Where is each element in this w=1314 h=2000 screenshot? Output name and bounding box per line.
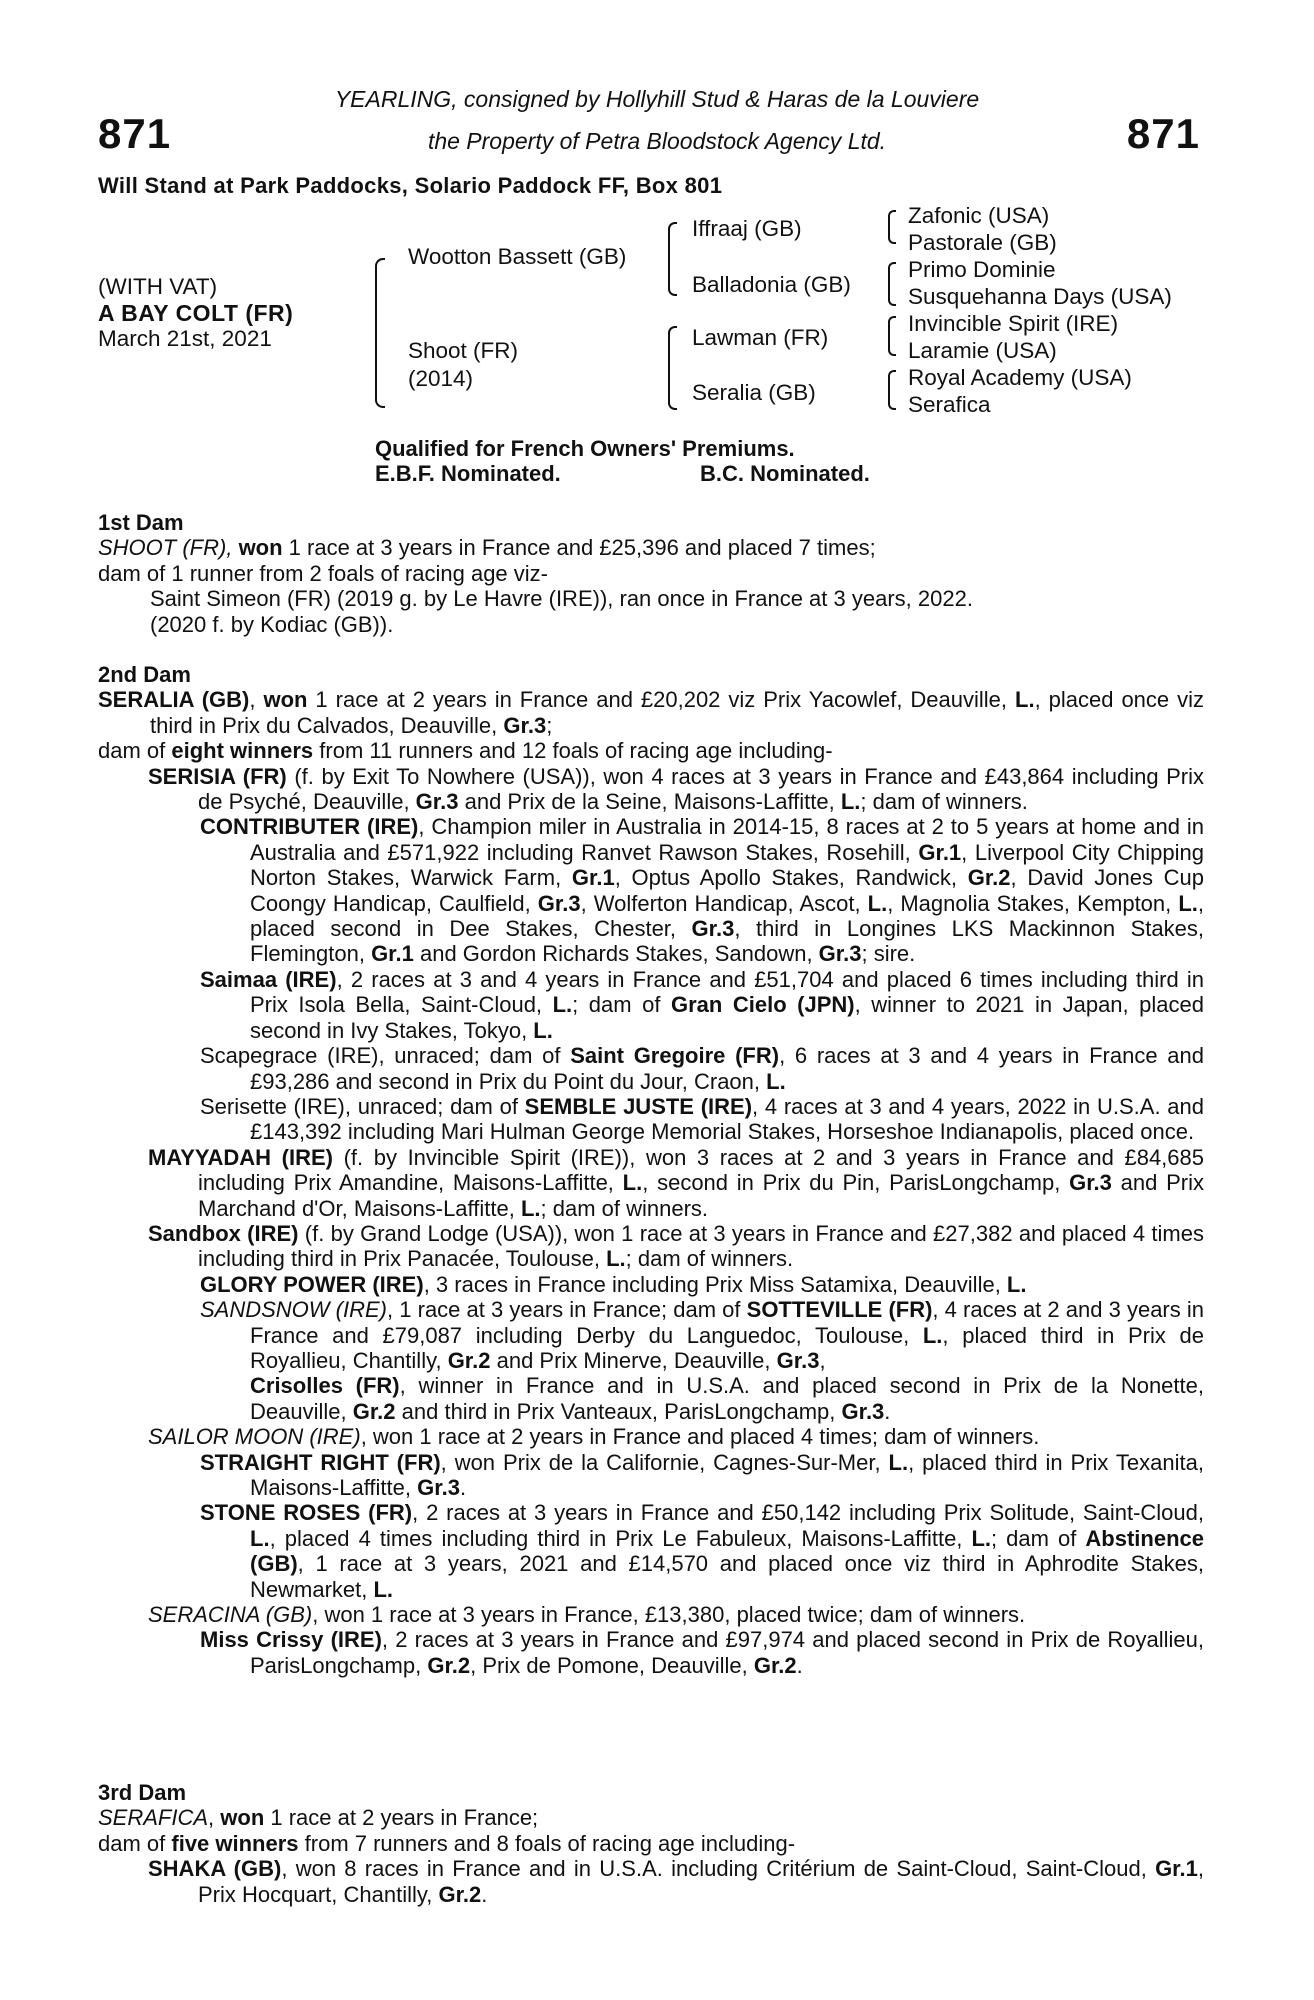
produce-scapegrace — [98, 1043, 1204, 1094]
grade: Gr.3 — [503, 712, 547, 738]
grade: Gr.1 — [1155, 1856, 1198, 1882]
horse-name: SOTTEVILLE (FR) — [746, 1297, 933, 1323]
won-label: won — [263, 687, 308, 713]
grade: L. — [1015, 687, 1035, 713]
text: , placed once viz third in Prix du Calvados, Deauville, — [150, 687, 1205, 738]
text: 1 race at 2 years in France; — [264, 1805, 539, 1831]
text: and Prix Minerve, Deauville, — [490, 1347, 777, 1373]
horse-name: A BAY COLT (FR) — [98, 300, 294, 326]
pedigree-brace-main — [375, 258, 385, 408]
first-dam-record — [98, 535, 1204, 560]
dam-name: SERAFICA — [98, 1805, 209, 1831]
third-dam-record — [98, 1805, 1204, 1830]
text: , third in Longines LKS Mackinnon Stakes, Flemington, — [250, 916, 1204, 967]
text: ; dam of winners. — [540, 1195, 709, 1221]
property-line: the Property of Petra Bloodstock Agency Ltd. — [427, 128, 887, 154]
grade: Gr.3 — [691, 916, 735, 942]
text: , won 8 races in France and in U.S.A. including Critérium de Saint-Cloud, Saint-Cloud, — [281, 1856, 1156, 1882]
text: , won 1 race at 3 years in France, £13,380, placed twice; dam of winners. — [312, 1602, 1026, 1628]
produce-crisolles — [98, 1373, 1204, 1424]
produce-shaka — [98, 1856, 1204, 1907]
horse-name: Gran Cielo (JPN) — [670, 992, 855, 1018]
text: (f. by Grand Lodge (USA)), won 1 race at 3 years in France and £27,382 and placed 4 times including third in Prix Panacée, Toulouse, — [198, 1220, 1204, 1272]
text: 1 race at 3 years in France and £25,396 and placed 7 times; — [282, 535, 876, 561]
horse-name: CONTRIBUTER (IRE) — [200, 814, 419, 840]
text: ; dam of — [991, 1525, 1086, 1551]
horse-name: SAILOR MOON (IRE) — [148, 1424, 361, 1450]
second-dam-heading: 2nd Dam — [98, 662, 191, 687]
dam-name: SERALIA (GB) — [98, 687, 250, 713]
text: 1 race at 2 years in France and £20,202 viz Prix Yacowlef, Deauville, — [307, 687, 1015, 713]
text: , winner to 2021 in Japan, placed second in Ivy Stakes, Tokyo, — [250, 992, 1205, 1043]
text: , second in Prix du Pin, ParisLongchamp, — [642, 1170, 1070, 1196]
grade: L. — [840, 789, 861, 815]
third-dam-heading: 3rd Dam — [98, 1780, 187, 1805]
horse-name: Crisolles (FR) — [250, 1373, 400, 1399]
text: from 7 runners and 8 foals of racing age including- — [298, 1830, 796, 1856]
first-dam-section — [98, 510, 1204, 637]
pedigree-brace-ss — [888, 210, 896, 244]
text: , 2 races at 3 years in France and £50,142 including Prix Solitude, Saint-Cloud, — [412, 1500, 1204, 1526]
text: dam of — [98, 738, 172, 764]
grade: Gr.1 — [371, 941, 414, 967]
winners-count: eight winners — [171, 738, 314, 764]
produce-item: Saint Simeon (FR) (2019 g. by Le Havre (IRE)), ran once in France at 3 years, 2022. — [150, 586, 973, 612]
horse-name: SEMBLE JUSTE (IRE) — [524, 1093, 753, 1119]
grade: Gr.3 — [776, 1347, 820, 1373]
text: . — [796, 1652, 803, 1678]
grade: L. — [971, 1525, 992, 1551]
horse-name: STONE ROSES (FR) — [200, 1500, 413, 1526]
produce-stone-roses — [98, 1500, 1204, 1602]
text: , winner in France and in U.S.A. and placed second in Prix de la Nonette, Deauville, — [250, 1373, 1204, 1424]
text: , Prix de Pomone, Deauville, — [470, 1652, 754, 1678]
horse-name: Saimaa (IRE) — [200, 966, 337, 992]
grade: Gr.3 — [1069, 1170, 1112, 1196]
text: . — [884, 1398, 891, 1424]
third-dam-produce-summary — [98, 1831, 1204, 1856]
text: Serisette (IRE), unraced; dam of — [200, 1093, 525, 1119]
grade: L. — [606, 1246, 626, 1272]
grade: L. — [888, 1449, 909, 1475]
sire-sire-dam: Pastorale (GB) — [908, 230, 1057, 255]
text: ; — [546, 712, 553, 738]
produce-sandsnow — [98, 1297, 1204, 1373]
lot-number-left: 871 — [98, 110, 172, 157]
horse-dob: March 21st, 2021 — [98, 326, 272, 351]
grade: Gr.3 — [537, 890, 581, 916]
produce-sandbox — [98, 1221, 1204, 1272]
produce-miss-crissy — [98, 1627, 1204, 1678]
pedigree-brace-sd — [888, 262, 896, 306]
horse-name: MAYYADAH (IRE) — [148, 1144, 333, 1170]
won-label: won — [220, 1805, 265, 1831]
horse-name: SHAKA (GB) — [148, 1856, 282, 1882]
grade: Gr.2 — [352, 1398, 396, 1424]
horse-name: Sandbox (IRE) — [148, 1220, 299, 1246]
ebf-nominated: E.B.F. Nominated. — [375, 461, 561, 486]
produce-serisette — [98, 1094, 1204, 1145]
horse-name: Miss Crissy (IRE) — [200, 1627, 382, 1653]
grade: L. — [622, 1170, 643, 1196]
text: , 2 races at 3 years in France and £97,974 and placed second in Prix de Royallieu, ParisLongchamp, — [250, 1627, 1204, 1678]
grade: Gr.2 — [438, 1881, 482, 1907]
text: ; sire. — [861, 941, 916, 967]
text: , Liverpool City Chipping Norton Stakes, Warwick Farm, — [250, 839, 1204, 891]
second-dam-record — [98, 687, 1204, 738]
bc-nominated: B.C. Nominated. — [700, 461, 870, 486]
grade: Gr.3 — [417, 1475, 460, 1500]
dam: Shoot (FR) — [408, 338, 519, 363]
grade: L. — [1006, 1271, 1027, 1297]
grade: L. — [867, 890, 888, 916]
first-dam-heading: 1st Dam — [98, 510, 184, 535]
produce-seracina — [98, 1602, 1204, 1627]
grade: L. — [922, 1322, 943, 1348]
winners-count: five winners — [171, 1830, 299, 1856]
sire-dam-sire: Primo Dominie — [908, 257, 1056, 282]
text: and Prix de la Seine, Maisons-Laffitte, — [458, 789, 841, 815]
grade: Gr.3 — [415, 789, 459, 815]
grade: L. — [552, 992, 573, 1018]
grade: Gr.1 — [918, 839, 962, 865]
text: , placed second in Dee Stakes, Chester, — [250, 890, 1204, 942]
text: , — [208, 1805, 221, 1831]
grade: L. — [533, 1017, 553, 1043]
second-dam-section — [98, 662, 1204, 1678]
dam-dam-dam: Serafica — [908, 392, 991, 417]
produce-glory-power — [98, 1272, 1204, 1297]
pedigree-brace-dam — [668, 326, 677, 410]
horse-name: Saint Gregoire (FR) — [570, 1043, 780, 1069]
dam-dam: Seralia (GB) — [692, 380, 816, 405]
dam-sire-sire: Invincible Spirit (IRE) — [908, 311, 1119, 336]
grade: Gr.2 — [447, 1347, 491, 1373]
text: ; dam of winners. — [625, 1246, 794, 1272]
horse-name: Abstinence (GB) — [250, 1525, 1204, 1577]
grade: Gr.2 — [967, 865, 1011, 891]
text: , David Jones Cup Coongy Handicap, Caulfield, — [250, 865, 1205, 916]
dam-name: SHOOT (FR), — [98, 535, 233, 561]
text: and Gordon Richards Stakes, Sandown, — [413, 941, 819, 967]
text: , 4 races at 2 and 3 years in France and £79,087 including Derby du Languedoc, Toulouse, — [250, 1297, 1205, 1348]
second-dam-produce-summary — [98, 738, 1204, 763]
grade: L. — [1178, 890, 1198, 916]
text: , Prix Hocquart, Chantilly, — [198, 1856, 1204, 1907]
produce-item: (2020 f. by Kodiac (GB)). — [150, 611, 394, 637]
sire: Wootton Bassett (GB) — [408, 244, 627, 269]
horse-name: STRAIGHT RIGHT (FR) — [200, 1449, 441, 1475]
text: (f. by Exit To Nowhere (USA)), won 4 races at 3 years in France and £43,864 including Prix de Psyché, Deauville, — [198, 763, 1205, 815]
pedigree-brace-sire — [668, 222, 677, 296]
dam-dam-sire: Royal Academy (USA) — [908, 365, 1132, 390]
text: (f. by Invincible Spirit (IRE)), won 3 races at 2 and 3 years in France and £84,685 including Prix Amandine, Maisons-Laffitte, — [198, 1144, 1204, 1196]
text: , placed 4 times including third in Prix Le Fabuleux, Maisons-Laffitte, — [269, 1525, 972, 1551]
text: , 2 races at 3 and 4 years in France and £51,704 and placed 6 times including third in Prix Isola Bella, Saint-Cloud, — [250, 966, 1205, 1018]
third-dam-section — [98, 1780, 1204, 1907]
pedigree-brace-ds — [888, 316, 896, 356]
text: , placed third in Prix Texanita, Maisons-Laffitte, — [250, 1449, 1204, 1500]
first-dam-produce-summary: dam of 1 runner from 2 foals of racing age viz- — [98, 560, 548, 586]
french-premiums: Qualified for French Owners' Premiums. — [375, 436, 795, 461]
grade: L. — [766, 1068, 786, 1094]
text: , 1 race at 3 years in France; dam of — [387, 1297, 747, 1323]
text: ; dam of winners. — [860, 789, 1028, 815]
text: , 3 races in France including Prix Miss Satamixa, Deauville, — [423, 1271, 1007, 1297]
grade: Gr.3 — [818, 941, 862, 967]
text: and third in Prix Vanteaux, ParisLongchamp, — [395, 1398, 842, 1424]
text: , Wolferton Handicap, Ascot, — [580, 890, 868, 916]
text: , 1 race at 3 years, 2021 and £14,570 and placed once viz third in Aphrodite Stakes, Newmarket, — [250, 1551, 1204, 1602]
sire-sire: Iffraaj (GB) — [692, 216, 802, 241]
sire-dam-dam: Susquehanna Days (USA) — [908, 284, 1172, 309]
consignor-line: YEARLING, consigned by Hollyhill Stud & Haras de la Louviere — [334, 86, 980, 112]
produce-contributer — [98, 814, 1204, 966]
dam-sire-dam: Laramie (USA) — [908, 338, 1057, 363]
text: from 11 runners and 12 foals of racing age including- — [313, 738, 833, 764]
sire-dam: Balladonia (GB) — [692, 272, 851, 297]
produce-straight-right — [98, 1450, 1204, 1501]
horse-name: SANDSNOW (IRE) — [200, 1297, 388, 1323]
text: dam of — [98, 1830, 172, 1856]
text: Scapegrace (IRE), unraced; dam of — [200, 1043, 571, 1069]
grade: L. — [250, 1525, 270, 1551]
produce-mayyadah — [98, 1145, 1204, 1221]
text: and Prix Marchand d'Or, Maisons-Laffitte, — [198, 1170, 1204, 1221]
text: , placed third in Prix de Royallieu, Chantilly, — [250, 1322, 1205, 1373]
text: , 4 races at 3 and 4 years, 2022 in U.S.A. and £143,392 including Mari Hulman George Memorial Stakes, Horseshoe Indianapolis, placed once. — [250, 1093, 1205, 1145]
dam-year: (2014) — [408, 366, 474, 391]
text: , won Prix de la Californie, Cagnes-Sur-Mer, — [440, 1449, 889, 1475]
produce-saimaa — [98, 967, 1204, 1043]
text: , — [249, 687, 264, 713]
lot-number-right: 871 — [1126, 110, 1200, 157]
dam-sire: Lawman (FR) — [692, 325, 829, 350]
vat-note: (WITH VAT) — [98, 274, 218, 299]
text: . — [459, 1475, 467, 1500]
sire-sire-sire: Zafonic (USA) — [908, 203, 1050, 228]
won-label: won — [238, 535, 283, 561]
grade: L. — [520, 1195, 541, 1221]
text: ; dam of — [572, 992, 671, 1018]
horse-name: SERACINA (GB) — [148, 1602, 313, 1628]
grade: Gr.1 — [571, 865, 615, 891]
grade: Gr.3 — [841, 1398, 885, 1424]
grade: Gr.2 — [753, 1652, 797, 1678]
horse-name: SERISIA (FR) — [148, 763, 287, 789]
text: , won 1 race at 2 years in France and placed 4 times; dam of winners. — [360, 1424, 1040, 1450]
text: , Magnolia Stakes, Kempton, — [887, 890, 1179, 916]
produce-serisia — [98, 764, 1204, 815]
text: , Champion miler in Australia in 2014-15, 8 races at 2 to 5 years at home and in Australia and £571,922 including Ranvet Rawson Stakes, Rosehill, — [250, 814, 1204, 865]
stand-location: Will Stand at Park Paddocks, Solario Paddock FF, Box 801 — [98, 173, 723, 198]
grade: Gr.2 — [427, 1652, 471, 1678]
pedigree-brace-dd — [888, 370, 896, 410]
text: . — [481, 1881, 488, 1907]
text: , Optus Apollo Stakes, Randwick, — [614, 865, 968, 891]
horse-name: GLORY POWER (IRE) — [200, 1271, 424, 1297]
grade: L. — [373, 1576, 394, 1602]
text: , 6 races at 3 and 4 years in France and £93,286 and second in Prix du Point du Jour, Craon, — [250, 1043, 1204, 1094]
produce-sailor-moon — [98, 1424, 1204, 1449]
text: , — [819, 1347, 826, 1373]
